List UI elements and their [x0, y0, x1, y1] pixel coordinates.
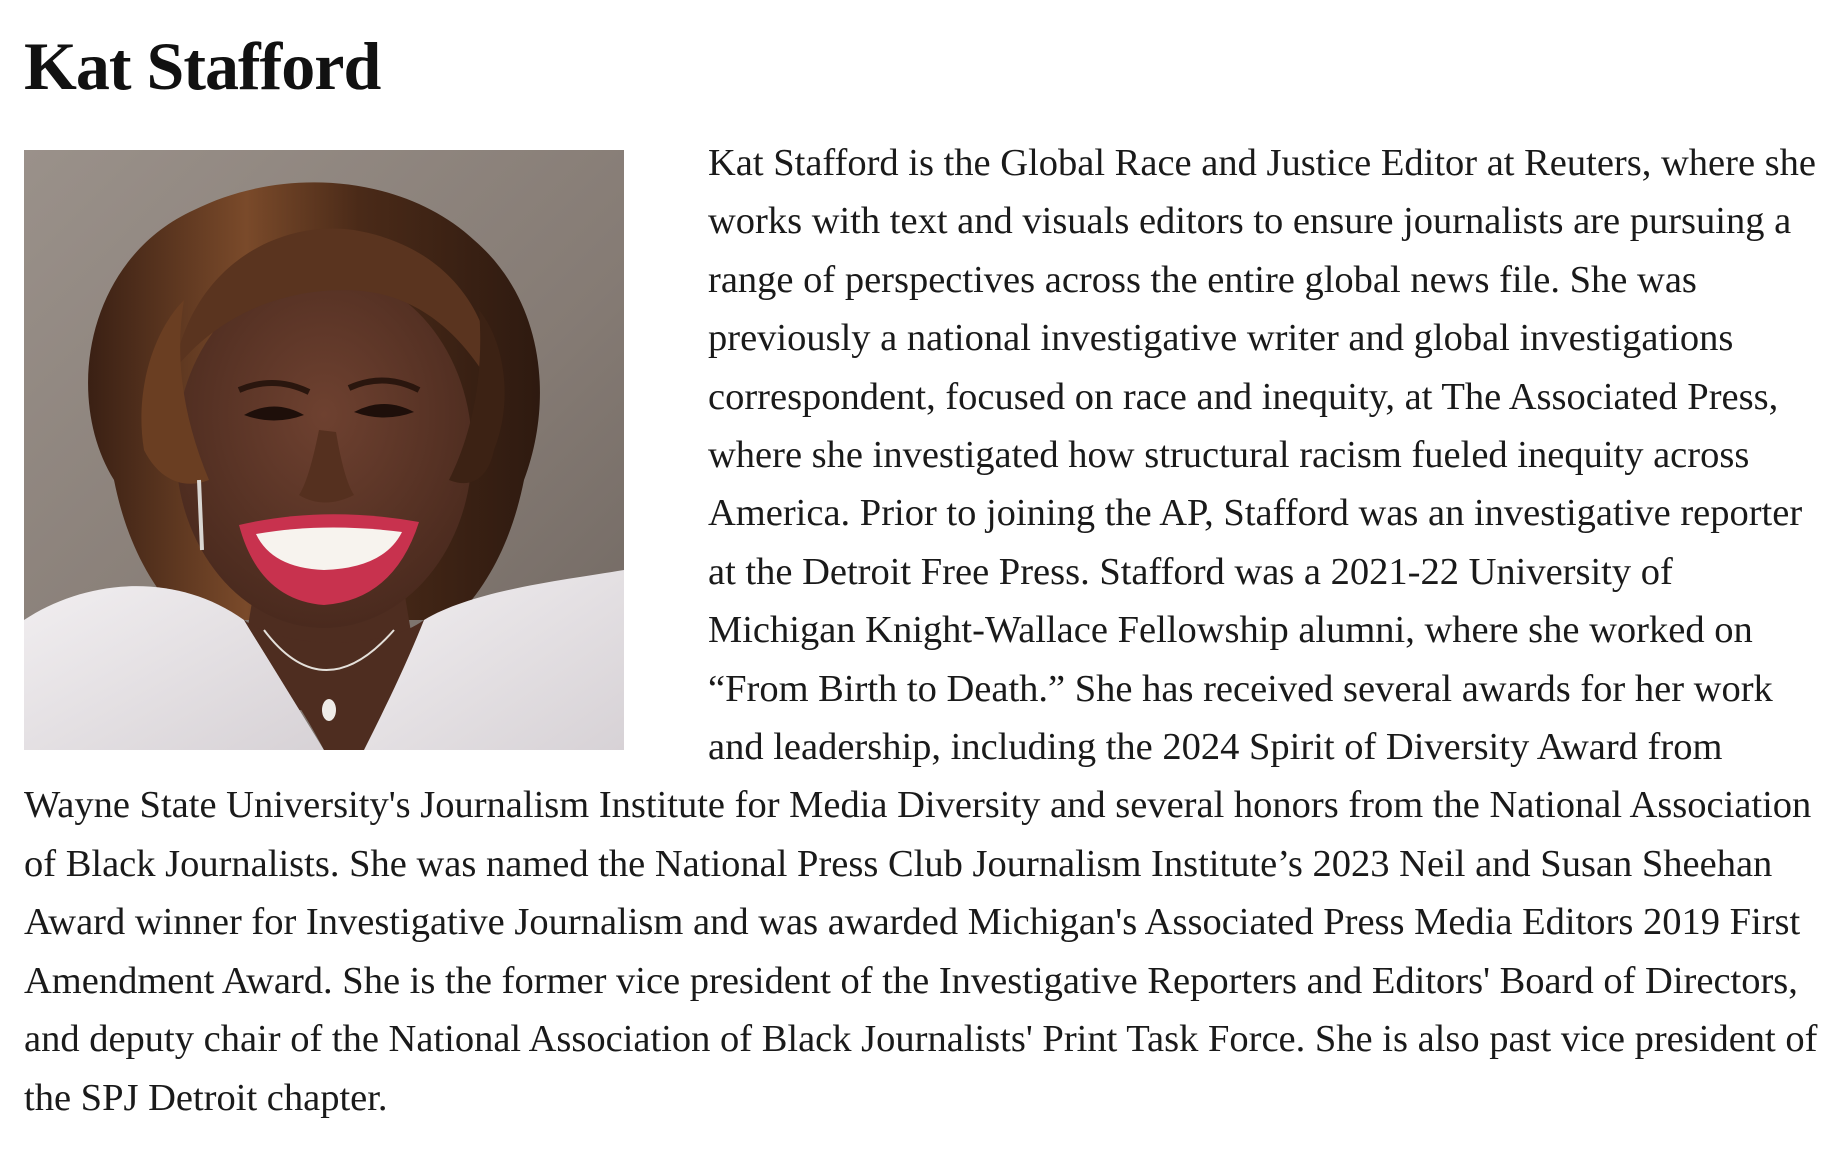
bio-text: Kat Stafford is the Global Race and Justice Editor at Reuters, where she works with text and visuals editors to ensure journalists are pursuing a range of perspectives across the entire global news file. She was previously a national investigative writer and global investigations correspondent, focused on race and inequity, at The Associated Press, where she investigated how structural racism fueled inequity across America. Prior to joining the AP, Stafford was an investigative reporter at the Detroit Free Press. Stafford was a 2021-22 University of Michigan Knight-Wallace Fellowship alumni, where she worked on “From Birth to Death.” She has received several awards for her work and leadership, including the 2024 Spirit of Diversity Award from Wayne State University's Journalism Institute for Media Diversity and several honors from the National Association of Black Journalists. She was named the National Press Club Journalism Institute’s 2023 Neil and Susan Sheehan Award winner for Investigative Journalism and was awarded Michigan's Associated Press Media Editors 2019 First Amendment Award. She is the former vice president of the Investigative Reporters and Editors' Board of Directors, and deputy chair of the National Association of Black Journalists' Print Task Force. She is also past vice president of the SPJ Detroit chapter.	[24, 142, 1818, 1119]
profile-name: Kat Stafford	[24, 28, 381, 104]
profile-page	[24, 0, 1824, 1143]
bio-section	[24, 142, 1824, 1143]
